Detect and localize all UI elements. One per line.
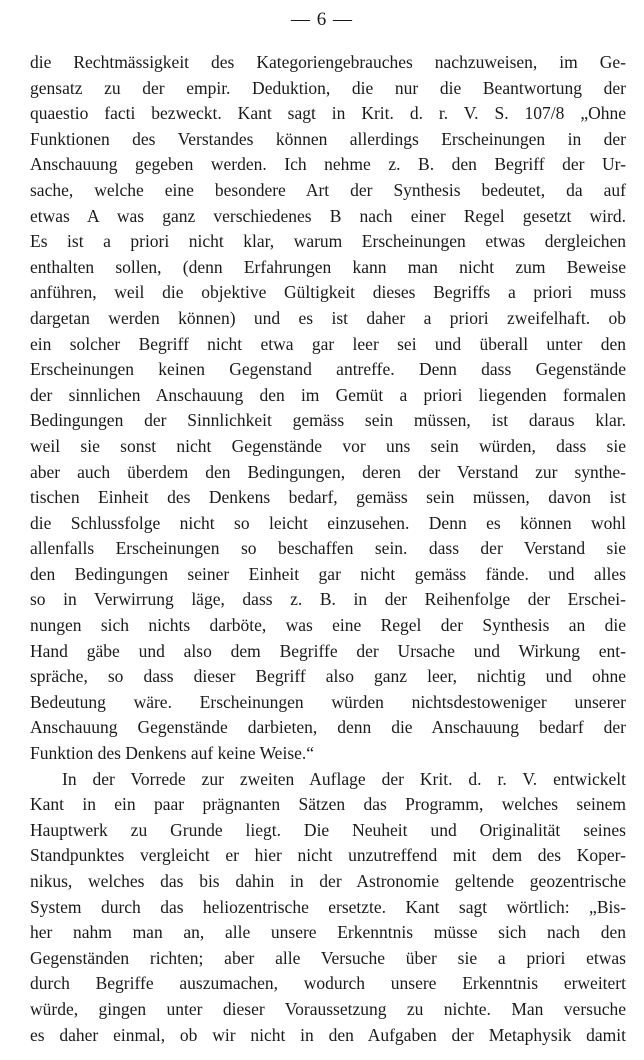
text-line: quaestio facti bezweckt. Kant sagt in Krit. d. r. V. S. 107/8 „Ohne (30, 103, 626, 124)
text-line: der sinnlichen Anschauung den im Gemüt a priori liegenden formalen (30, 384, 626, 405)
text-line: tischen Einheit des Denkens bedarf, gemäss sein müssen, davon ist (30, 487, 626, 508)
text-line: Bedeutung wäre. Erscheinungen würden nichtsdestoweniger unserer (30, 691, 626, 712)
text-line: durch Begriffe auszumachen, wodurch unsere Erkenntnis erweitert (30, 973, 626, 994)
text-line: Anschauung gegeben werden. Ich nehme z. B. den Begriff der Ur- (30, 154, 626, 175)
text-line: Hand gäbe und also dem Begriffe der Ursache und Wirkung ent- (30, 640, 626, 661)
text-line: Bedingungen der Sinnlichkeit gemäss sein müssen, ist daraus klar. (30, 410, 626, 431)
text-line: Standpunktes vergleicht er hier nicht unzutreffend mit dem des Koper- (30, 845, 626, 866)
text-line: dargetan werden können) und es ist daher a priori zweifelhaft. ob (30, 307, 626, 328)
body-text (30, 50, 626, 1048)
text-line: anführen, weil die objektive Gültigkeit dieses Begriffs a priori muss (30, 282, 626, 303)
text-line: sache, welche eine besondere Art der Synthesis bedeutet, da auf (30, 179, 626, 200)
text-line: Funktion des Denkens auf keine Weise.“ (30, 743, 315, 764)
text-line: Funktionen des Verstandes können allerdings Erscheinungen in der (30, 128, 626, 149)
text-line: so in Verwirrung läge, dass z. B. in der Reihenfolge der Erschei- (30, 589, 626, 610)
text-line: her nahm man an, alle unsere Erkenntnis müsse sich nach den (30, 922, 626, 943)
text-line: aber auch überdem den Bedingungen, deren der Verstand zur synthe- (30, 461, 626, 482)
page-number: — 6 — (291, 9, 353, 30)
text-line: nungen sich nichts darböte, was eine Regel der Synthesis an die (30, 615, 626, 636)
text-line: Gegenständen richten; aber alle Versuche über sie a priori etwas (30, 947, 626, 968)
text-line: allenfalls Erscheinungen so beschaffen sein. dass der Verstand sie (30, 538, 626, 559)
text-line: Es ist a priori nicht klar, warum Erscheinungen etwas dergleichen (30, 231, 626, 252)
text-line: gensatz zu der empir. Deduktion, die nur die Beantwortung der (30, 77, 626, 98)
text-line: Anschauung Gegenstände darbieten, denn die Anschauung bedarf der (30, 717, 626, 738)
text-line: spräche, so dass dieser Begriff also ganz leer, nichtig und ohne (30, 666, 626, 687)
text-line: würde, gingen unter dieser Voraussetzung zu nichte. Man versuche (30, 998, 626, 1019)
text-line: Kant in ein paar prägnanten Sätzen das Programm, welches seinem (30, 794, 626, 815)
text-line: die Schlussfolge nicht so leicht einzusehen. Denn es können wohl (30, 512, 626, 533)
text-line: Erscheinungen keinen Gegenstand antreffe. Denn dass Gegenstände (30, 359, 626, 380)
text-line: etwas A was ganz verschiedenes B nach einer Regel gesetzt wird. (30, 205, 626, 226)
text-line: den Bedingungen seiner Einheit gar nicht gemäss fände. und alles (30, 563, 626, 584)
text-line: enthalten sollen, (denn Erfahrungen kann man nicht zum Beweise (30, 256, 626, 277)
text-line: die Rechtmässigkeit des Kategoriengebrauches nachzuweisen, im Ge- (30, 52, 626, 72)
text-line: ein solcher Begriff nicht etwa gar leer sei und überall unter den (30, 333, 626, 354)
text-line: System durch das heliozentrische ersetzte. Kant sagt wörtlich: „Bis- (30, 896, 626, 917)
text-line: Hauptwerk zu Grunde liegt. Die Neuheit und Originalität seines (30, 819, 626, 840)
text-line: weil sie sonst nicht Gegenstände vor uns sein würden, dass sie (30, 435, 626, 456)
text-line: es daher einmal, ob wir nicht in den Aufgaben der Metaphysik damit (30, 1024, 626, 1045)
text-line: In der Vorrede zur zweiten Auflage der Krit. d. r. V. entwickelt (62, 768, 626, 789)
text-line: nikus, welches das bis dahin in der Astronomie geltende geozentrische (30, 871, 626, 891)
